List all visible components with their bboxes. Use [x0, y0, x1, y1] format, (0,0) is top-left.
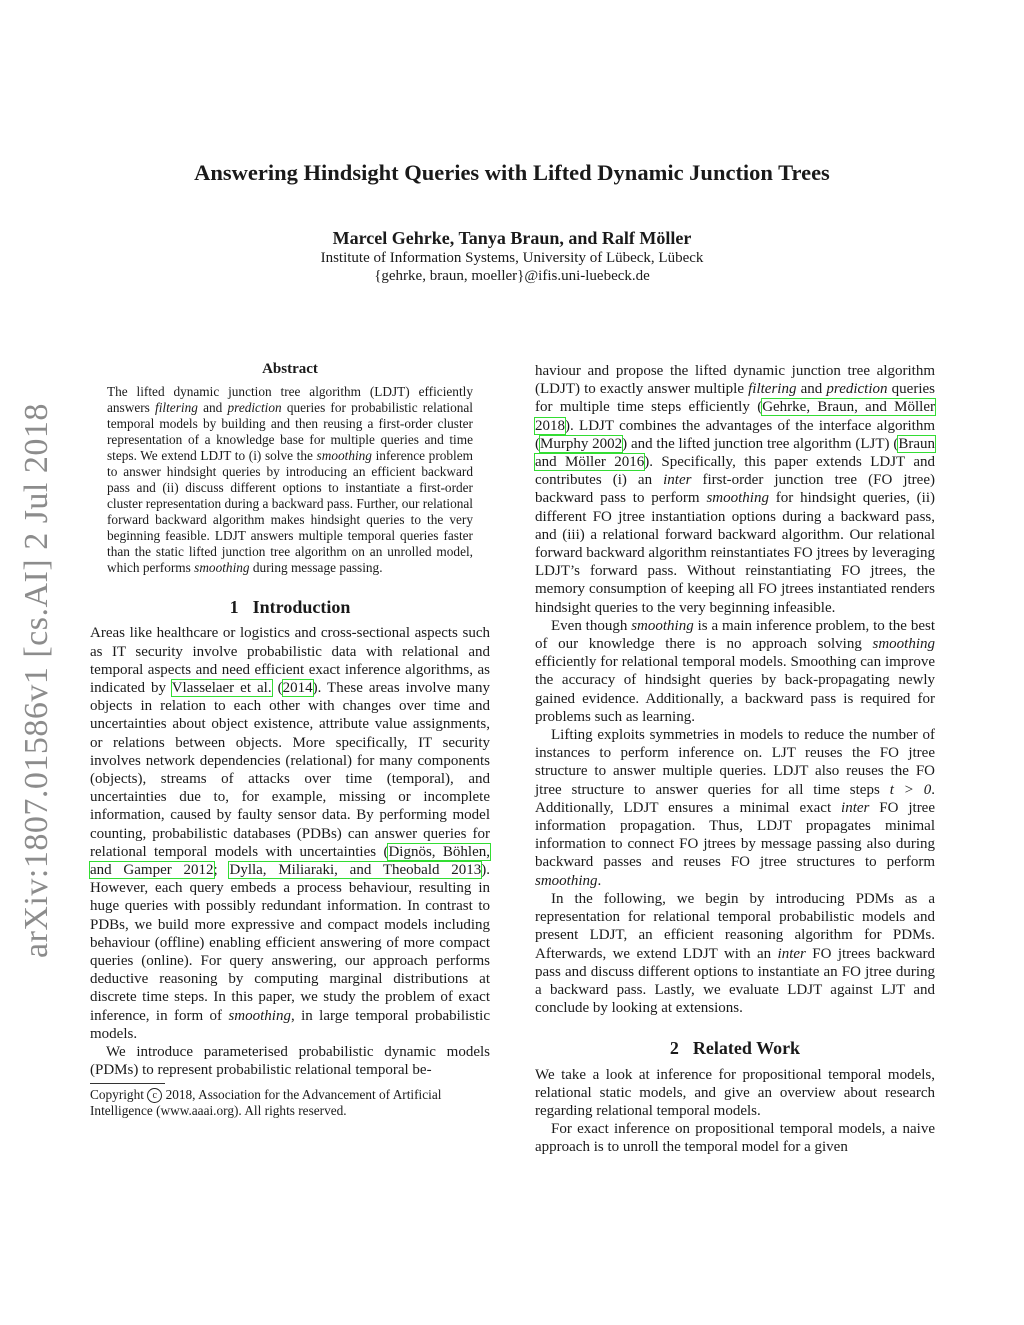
- abstract-heading: Abstract: [262, 361, 318, 377]
- section-number: 2: [669, 1038, 679, 1059]
- section-heading-introduction: [90, 598, 490, 616]
- abstract-text: The lifted dynamic junction tree algorithm (LDJT) efficiently answers filtering and prediction queries for probabilistic relational temporal models by building and then reusing a first-order cluster representation of a knowledge base for multiple queries and time steps. We extend LDJT to (i) solve the smoothing inference problem to answer hindsight queries by introducing an efficient backward pass and (ii) discuss different options to instantiate a first-order cluster representation during a backward pass. Further, our relational forward backward algorithm makes hindsight queries to the very beginning feasible. LDJT answers multiple temporal queries faster than the static lifted junction tree algorithm on an unrolled model, which performs smoothing during message passing.: [107, 384, 473, 576]
- related-work-paragraph-2: For exact inference on propositional temporal models, a naive approach is to unroll the temporal model for a given: [535, 1121, 935, 1156]
- citation-link[interactable]: Murphy 2002: [540, 435, 623, 452]
- author-list: Marcel Gehrke, Tanya Braun, and Ralf Möller: [332, 228, 692, 248]
- intro-paragraph-1: Areas like healthcare or logistics and cross-sectional aspects such as IT security involve probabilistic data with relational and temporal aspects and need efficient exact inference algorithms, as indicated by Vlasselaer et al. (2014). These areas involve many objects in relation to each other with changes over time and uncertainties about object existence, attribute value assignments, or relations between objects. More specifically, IT security involves network dependencies (relational) for many components (objects), streams of attacks over time (temporal), and uncertainties due to, for example, missing or incomplete information, caused by faulty sensor data. By performing model counting, probabilistic databases (PDBs) can answer queries for relational temporal models with uncertainties (Dignös, Böhlen, and Gamper 2012; Dylla, Miliaraki, and Theobald 2013). However, each query embeds a process behaviour, resulting in huge queries with possibly redundant information. In contrast to PDBs, we build more expressive and compact models including behaviour (offline) enabling efficient answering of more compact queries (online). For query answering, our approach performs deductive reasoning by computing marginal distributions at discrete time steps. In this paper, we study the problem of exact inference, in form of smoothing, in large temporal probabilistic models.: [90, 625, 491, 1042]
- intro-paragraph-2: We introduce parameterised probabilistic dynamic models (PDMs) to represent probabilistic relational temporal be-: [90, 1044, 490, 1079]
- citation-link[interactable]: Dylla, Miliaraki, and Theobald 2013: [229, 862, 482, 879]
- intro-paragraph-5: Lifting exploits symmetries in models to reduce the number of instances to perform inference on. LJT reuses the FO jtree structure to answer multiple queries. LDJT also reuses the FO jtree structure to answer queries for all time steps t > 0. Additionally, LDJT ensures a minimal exact inter FO jtree information propagation. Thus, LDJT propagates minimal information to connect FO jtrees by message passing also during backward passes and reuses FO jtree structures to perform smoothing.: [535, 727, 935, 889]
- copyright-icon: c: [147, 1088, 162, 1103]
- citation-link[interactable]: Vlasselaer et al.: [171, 680, 272, 697]
- right-column: [535, 362, 935, 1157]
- section-number: 1: [229, 597, 239, 618]
- citation-link[interactable]: Braun and Möller 2016: [535, 435, 935, 471]
- paper-title: Answering Hindsight Queries with Lifted Dynamic Junction Trees: [194, 160, 830, 185]
- section-title: Related Work: [692, 1038, 801, 1059]
- affiliation: Institute of Information Systems, University of Lübeck, Lübeck: [320, 250, 704, 266]
- arxiv-identifier: arXiv:1807.01586v1 [cs.AI] 2 Jul 2018: [18, 403, 55, 958]
- footnote-rule: [90, 1083, 165, 1084]
- section-title: Introduction: [252, 597, 351, 618]
- citation-link[interactable]: Dignös, Böhlen, and Gamper 2012: [90, 843, 490, 879]
- intro-paragraph-4: Even though smoothing is a main inference problem, to the best of our knowledge there is no approach solving smoothing efficiently for relational temporal models. Smoothing can improve the accuracy of hindsight queries by back-propagating newly gained evidence. Additionally, a backward pass is required for problems such as learning.: [535, 617, 935, 725]
- section-heading-related-work: [535, 1039, 935, 1057]
- author-emails: {gehrke, braun, moeller}@ifis.uni-luebeck.de: [374, 268, 650, 284]
- related-work-paragraph-1: We take a look at inference for propositional temporal models, relational static models, and give an overview about research regarding relational temporal models.: [535, 1066, 935, 1119]
- left-column: [90, 360, 490, 1119]
- copyright-footnote: Copyright c 2018, Association for the Advancement of Artificial Intelligence (www.aaai.org). All rights reserved.: [90, 1087, 442, 1119]
- intro-paragraph-6: In the following, we begin by introducing PDMs as a representation for relational temporal probabilistic models and present LDJT, an efficient reasoning algorithm for PDMs. Afterwards, we extend LDJT with an inter FO jtrees backward pass and discuss different options to instantiate an FO jtree during a backward pass. Lastly, we evaluate LDJT against LJT and conclude by looking at extensions.: [535, 890, 935, 1017]
- citation-link[interactable]: 2014: [282, 680, 313, 697]
- citation-link[interactable]: Gehrke, Braun, and Möller 2018: [535, 399, 935, 434]
- math-expression: t > 0: [889, 781, 932, 798]
- intro-paragraph-3: haviour and propose the lifted dynamic junction tree algorithm (LDJT) to exactly answer multiple filtering and prediction queries for multiple time steps efficiently (Gehrke, Braun, and Möller 2018). LDJT combines the advantages of the interface algorithm (Murphy 2002) and the lifted junction tree algorithm (LJT) (Braun and Möller 2016). Specifically, this paper extends LDJT and contributes (i) an inter first-order junction tree (FO jtree) backward pass to perform smoothing for hindsight queries, (ii) different FO jtree instantiation options during a backward pass, and (iii) a relational forward backward algorithm. Our relational forward backward algorithm reinstantiates FO jtrees by leveraging LDJT’s forward pass. Without reinstantiating FO jtrees, the memory consumption of keeping all FO jtrees instantiated renders hindsight queries to the very beginning infeasible.: [535, 363, 935, 616]
